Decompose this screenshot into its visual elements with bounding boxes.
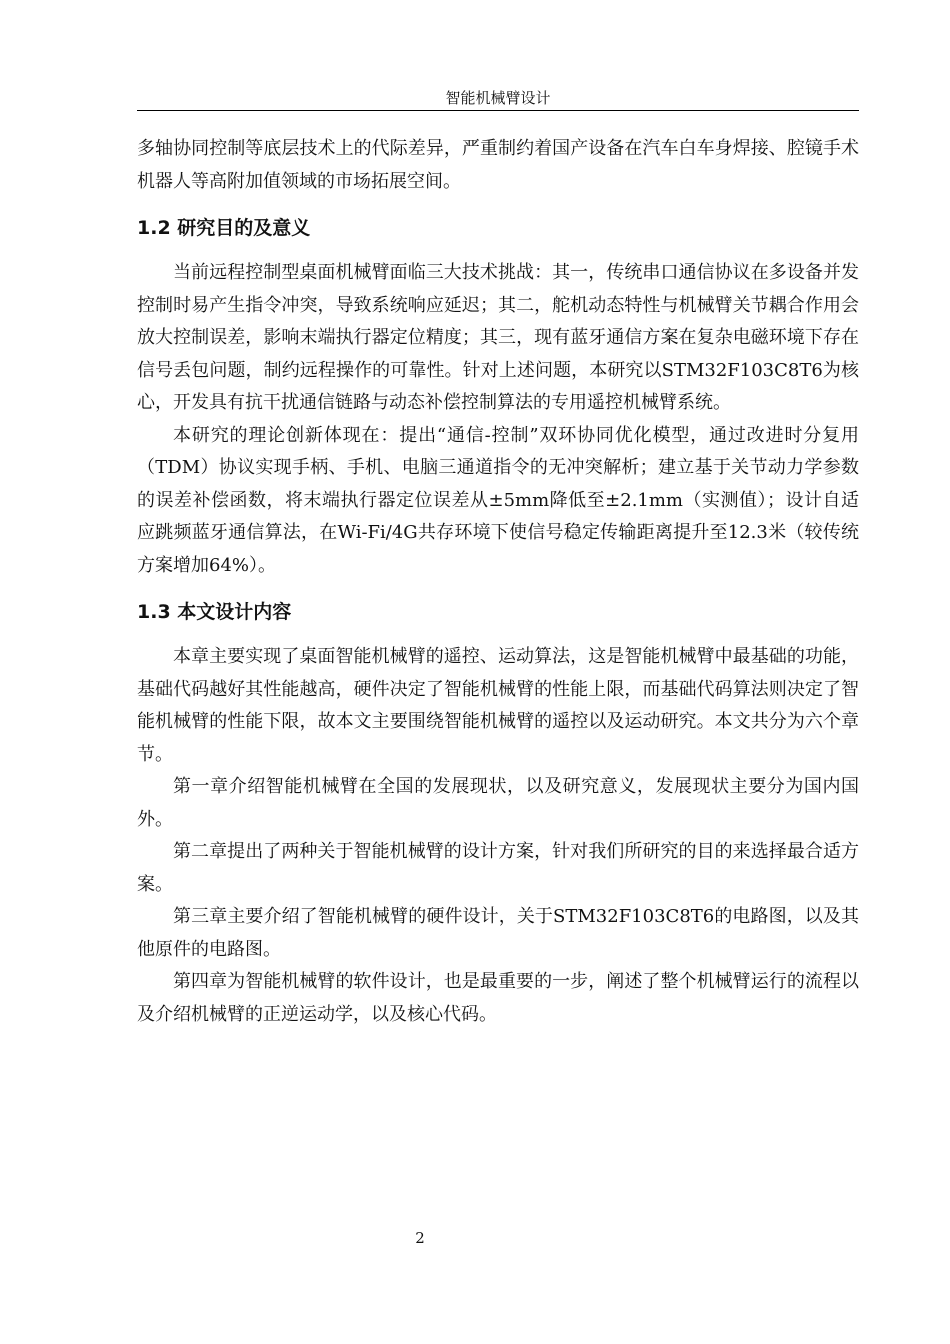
- section-heading-1-2: 1.2 研究目的及意义: [137, 217, 311, 239]
- intro-continuation-paragraph: 多轴协同控制等底层技术上的代际差异，严重制约着国产设备在汽车白车身焊接、腔镜手术机器人等高附加值领域的市场拓展空间。: [137, 138, 859, 192]
- section-1-2-paragraph-1: 当前远程控制型桌面机械臂面临三大技术挑战：其一，传统串口通信协议在多设备并发控制时易产生指令冲突，导致系统响应延迟；其二，舵机动态特性与机械臂关节耦合作用会放大控制误差，影响末端执行器定位精度；其三，现有蓝牙通信方案在复杂电磁环境下存在信号丢包问题，制约远程操作的可靠性。针对上述问题，本研究以STM32F103C8T6为核心，开发具有抗干扰通信链路与动态补偿控制算法的专用遥控机械臂系统。: [137, 262, 859, 413]
- section-1-3-paragraph-5: 第四章为智能机械臂的软件设计，也是最重要的一步，阐述了整个机械臂运行的流程以及介绍机械臂的正逆运动学，以及核心代码。: [137, 971, 859, 1025]
- section-1-3-paragraph-4: 第三章主要介绍了智能机械臂的硬件设计，关于STM32F103C8T6的电路图，以及其他原件的电路图。: [137, 906, 859, 960]
- section-1-2-paragraph-2: 本研究的理论创新体现在：提出“通信-控制”双环协同优化模型，通过改进时分复用（TDM）协议实现手柄、手机、电脑三通道指令的无冲突解析；建立基于关节动力学参数的误差补偿函数，将末端执行器定位误差从±5mm降低至±2.1mm（实测值）；设计自适应跳频蓝牙通信算法，在Wi-Fi/4G共存环境下使信号稳定传输距离提升至12.3米（较传统方案增加64%）。: [137, 424, 859, 576]
- section-1-3-paragraph-3: 第二章提出了两种关于智能机械臂的设计方案，针对我们所研究的目的来选择最合适方案。: [137, 841, 859, 895]
- page-body: [137, 133, 859, 1031]
- header-divider: [137, 110, 859, 111]
- running-header: 智能机械臂设计: [445, 89, 551, 107]
- section-heading-1-3: 1.3 本文设计内容: [137, 601, 292, 623]
- page-number: 2: [415, 1229, 425, 1247]
- section-1-3-paragraph-2: 第一章介绍智能机械臂在全国的发展现状，以及研究意义，发展现状主要分为国内国外。: [137, 776, 859, 830]
- section-1-3-paragraph-1: 本章主要实现了桌面智能机械臂的遥控、运动算法，这是智能机械臂中最基础的功能，基础代码越好其性能越高，硬件决定了智能机械臂的性能上限，而基础代码算法则决定了智能机械臂的性能下限，故本文主要围绕智能机械臂的遥控以及运动研究。本文共分为六个章节。: [137, 646, 859, 765]
